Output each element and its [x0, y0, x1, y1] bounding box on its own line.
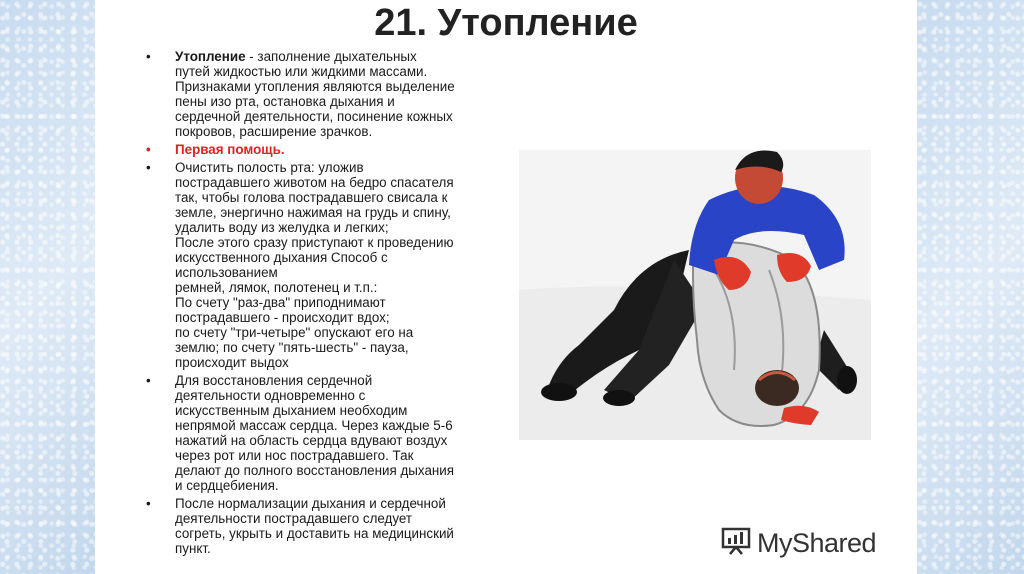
- presentation-board-icon: [721, 527, 751, 560]
- bullet-item-heart-massage: • Для восстановления сердечной деятельности одновременно с искусственным дыханием необходим непрямой массаж сердца. Через каждые 5-6 нажатий на область сердца вдувают воздух через рот или нос пострадавшего. Так делают до полного восстановления дыхания и сердцебиения.: [146, 373, 455, 493]
- slide-title: 21. Утопление: [374, 2, 638, 44]
- drowning-first-aid-illustration: [519, 140, 871, 440]
- bullet-list: [143, 49, 515, 559]
- bullet-marker: •: [146, 373, 151, 388]
- slide: [95, 0, 917, 574]
- bullet-marker: •: [146, 496, 151, 511]
- bullet-marker: •: [146, 142, 151, 157]
- definition-term: Утопление: [175, 49, 246, 64]
- background-left: [0, 0, 95, 574]
- bullet-item-clear-airway: • Очистить полость рта: уложив пострадавшего животом на бедро спасателя так, чтобы голова пострадавшего свисала к земле, энергично нажимая на грудь и спину, удалить воду из желудка и легких; После этого сразу приступают к проведению искусственного дыхания Способ с использованием ремней, лямок, полотенец и т.п.: По счету "раз-два" приподнимают пострадавшего - происходит вдох; по счету "три-четыре" опускают его на землю; по счету "пять-шесть" - пауза, происходит выдох: [146, 160, 454, 370]
- bullet-marker: •: [146, 160, 151, 175]
- myshared-logo: [721, 527, 876, 560]
- background-right: [917, 0, 1024, 574]
- logo-text: MyShared: [757, 528, 877, 558]
- bullet-item-after-care: • После нормализации дыхания и сердечной деятельности пострадавшего следует согреть, укрыть и доставить на медицинский пункт.: [146, 496, 454, 556]
- bullet-item-first-aid-heading: • Первая помощь.: [146, 142, 285, 157]
- bullet-marker: •: [146, 49, 151, 64]
- bullet-item-definition: • Утопление - заполнение дыхательных путей жидкостью или жидкими массами. Признаками утопления являются выделение пены изо рта, остановка дыхания и сердечной деятельности, посинение кожных покровов, расширение зрачков.: [146, 49, 455, 139]
